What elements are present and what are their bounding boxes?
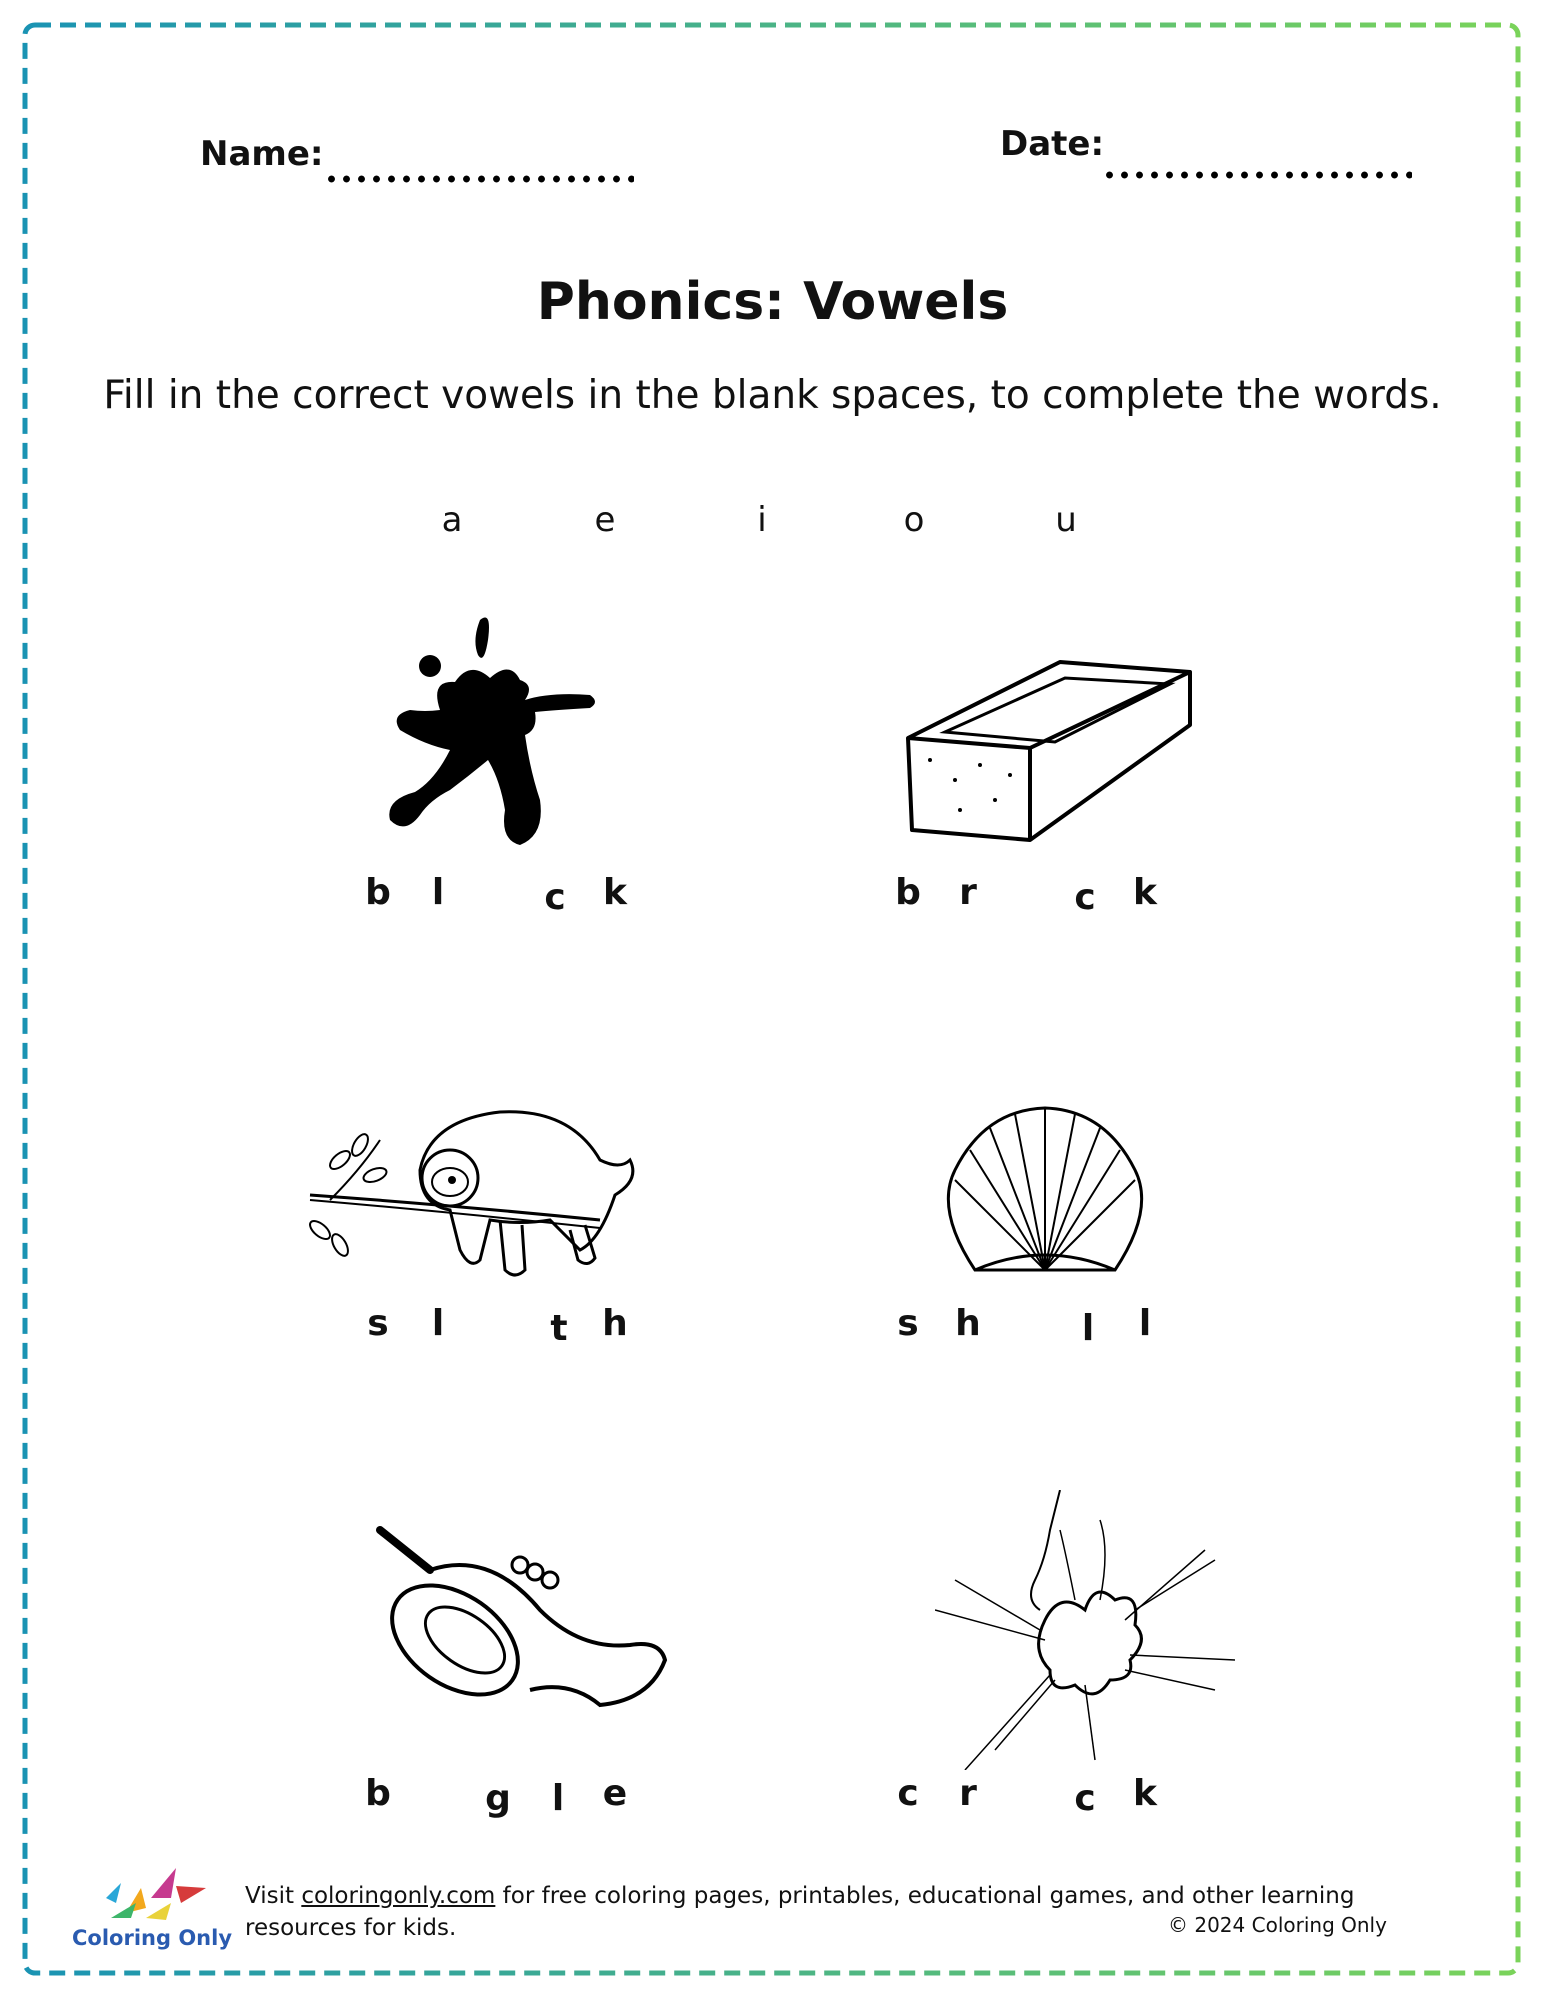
- crack-icon: [935, 1490, 1235, 1770]
- word-crack-letter: k: [1133, 1773, 1157, 1814]
- copyright: © 2024 Coloring Only: [1168, 1913, 1387, 1937]
- vowel-i: i: [757, 500, 767, 540]
- word-sloth-letter: s: [367, 1303, 389, 1344]
- word-shell-letter: s: [897, 1303, 919, 1344]
- word-crack-letter: r: [959, 1773, 977, 1814]
- word-crack-letter: c: [1074, 1778, 1096, 1819]
- word-shell-letter: l: [1138, 1303, 1152, 1344]
- word-sloth-letter: l: [431, 1303, 445, 1344]
- word-brick-letter: b: [895, 872, 921, 913]
- vowel-e: e: [594, 500, 616, 540]
- word-bugle-letter: g: [485, 1778, 511, 1819]
- ink-splat-icon: [360, 600, 610, 860]
- word-bugle-letter: e: [602, 1773, 628, 1814]
- vowel-u: u: [1055, 500, 1077, 540]
- page-title: Phonics: Vowels: [536, 272, 1009, 332]
- word-sloth-letter: t: [550, 1308, 568, 1349]
- word-brick-letter: c: [1074, 877, 1096, 918]
- word-black-letter: b: [365, 872, 391, 913]
- name-field[interactable]: [324, 174, 634, 184]
- instructions: Fill in the correct vowels in the blank spaces, to complete the words.: [103, 373, 1442, 418]
- vowel-a: a: [441, 500, 463, 540]
- word-black-letter: k: [603, 872, 627, 913]
- logo-text: Coloring Only: [72, 1926, 233, 1950]
- footer-text: Visit coloringonly.com for free coloring pages, printables, educational games, and other learning resources for kids.: [245, 1883, 1355, 1941]
- word-shell-letter: l: [1081, 1308, 1095, 1349]
- vowel-o: o: [903, 500, 925, 540]
- word-shell-letter: h: [955, 1303, 981, 1344]
- site-link[interactable]: coloringonly.com: [301, 1883, 496, 1909]
- bugle-icon: [370, 1510, 670, 1740]
- brick-icon: [900, 650, 1200, 850]
- word-black-letter: c: [544, 877, 566, 918]
- sloth-icon: [300, 1100, 670, 1280]
- date-label: Date:: [1000, 124, 1105, 164]
- word-bugle-letter: b: [365, 1773, 391, 1814]
- word-brick-letter: k: [1133, 872, 1157, 913]
- word-black-letter: l: [431, 872, 445, 913]
- word-sloth-letter: h: [602, 1303, 628, 1344]
- name-label: Name:: [200, 134, 324, 174]
- seashell-icon: [935, 1100, 1155, 1280]
- date-field[interactable]: [1102, 170, 1412, 180]
- word-brick-letter: r: [959, 872, 977, 913]
- word-crack-letter: c: [897, 1773, 919, 1814]
- word-bugle-letter: l: [551, 1778, 565, 1819]
